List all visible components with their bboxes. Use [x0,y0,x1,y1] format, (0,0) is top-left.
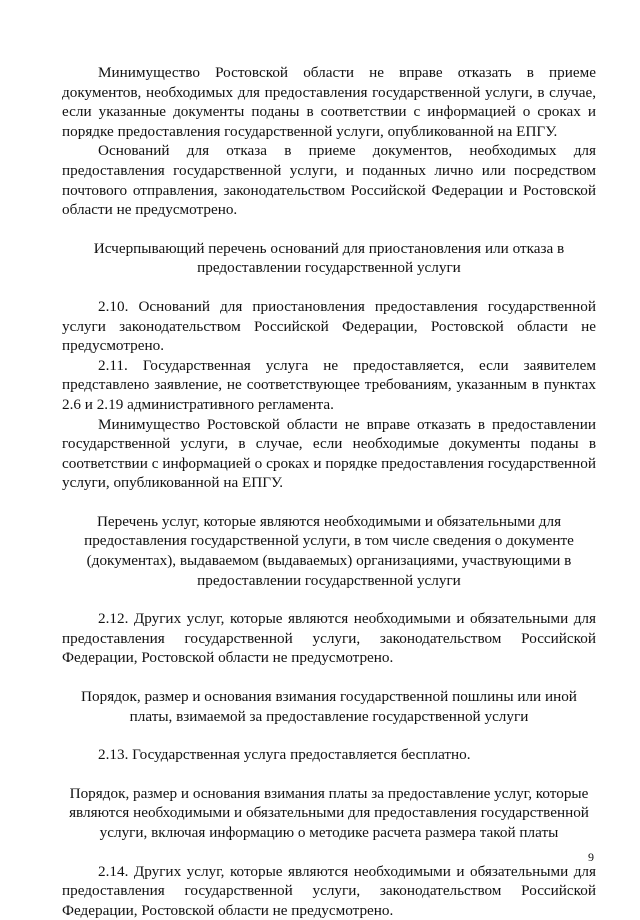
paragraph-2-13: 2.13. Государственная услуга предоставляется бесплатно. [98,746,471,764]
spacer [62,590,596,609]
paragraph-ministry-cannot-refuse-provision: Минимущество Ростовской области не вправе отказать в предоставлении государственной услуги, в случае, если необходимые документы поданы в соответствии с информацией о сроках и порядке предоставления государственной услуги, опубликованной на ЕПГУ. [62,415,596,492]
paragraph-2-10: 2.10. Оснований для приостановления предоставления государственной услуги законодательством Российской Федерации, Ростовской области не предусмотрено. [62,297,596,355]
paragraph-ministry-cannot-refuse-acceptance: Минимущество Ростовской области не вправе отказать в приеме документов, необходимых для предоставления государственной услуги, в случае, если указанные документы поданы в соответствии с информацией о сроках и порядке предоставления государственной услуги, опубликованной на ЕПГУ. [62,64,596,140]
section-heading-required-services: Перечень услуг, которые являются необходимыми и обязательными для предоставления государственной услуги, в том числе сведения о документе (документах), выдаваемом (выдаваемых) организациями, участвующими в предоставлении государственной услуги [84,512,574,589]
paragraph-2-14: 2.14. Других услуг, которые являются необходимыми и обязательными для предоставления государственной услуги, законодательством Российской Федерации, Ростовской области не предусмотрено. [62,862,596,919]
document-body [62,63,596,920]
spacer [62,278,596,297]
spacer [62,668,596,687]
paragraph-no-grounds-for-refusal: Оснований для отказа в приеме документов, необходимых для предоставления государственной услуги, и поданных лично или посредством почтового отправления, законодательством Российской Федерации и Ростовской области не предусмотрено. [62,142,596,219]
paragraph-2-11: 2.11. Государственная услуга не предоставляется, если заявителем представлено заявление, не соответствующее требованиям, указанным в пунктах 2.6 и 2.19 административного регламента. [62,356,596,413]
paragraph-2-12: 2.12. Других услуг, которые являются необходимыми и обязательными для предоставления государственной услуги, законодательством Российской Федерации, Ростовской области не предусмотрено. [62,610,596,667]
section-heading-state-fee: Порядок, размер и основания взимания государственной пошлины или иной платы, взимаемой за предоставление государственной услуги [81,688,577,725]
spacer [62,726,596,745]
page-number: 9 [588,850,594,864]
section-heading-suspension-refusal: Исчерпывающий перечень оснований для приостановления или отказа в предоставлении государственной услуги [93,239,565,277]
spacer [62,220,596,239]
spacer [62,765,596,784]
spacer [62,493,596,512]
spacer [62,843,596,862]
section-heading-fee-for-required-services: Порядок, размер и основания взимания платы за предоставление услуг, которые являются необходимыми и обязательными для предоставления государственной услуги, включая информацию о методике расчета размера такой платы [69,784,589,841]
